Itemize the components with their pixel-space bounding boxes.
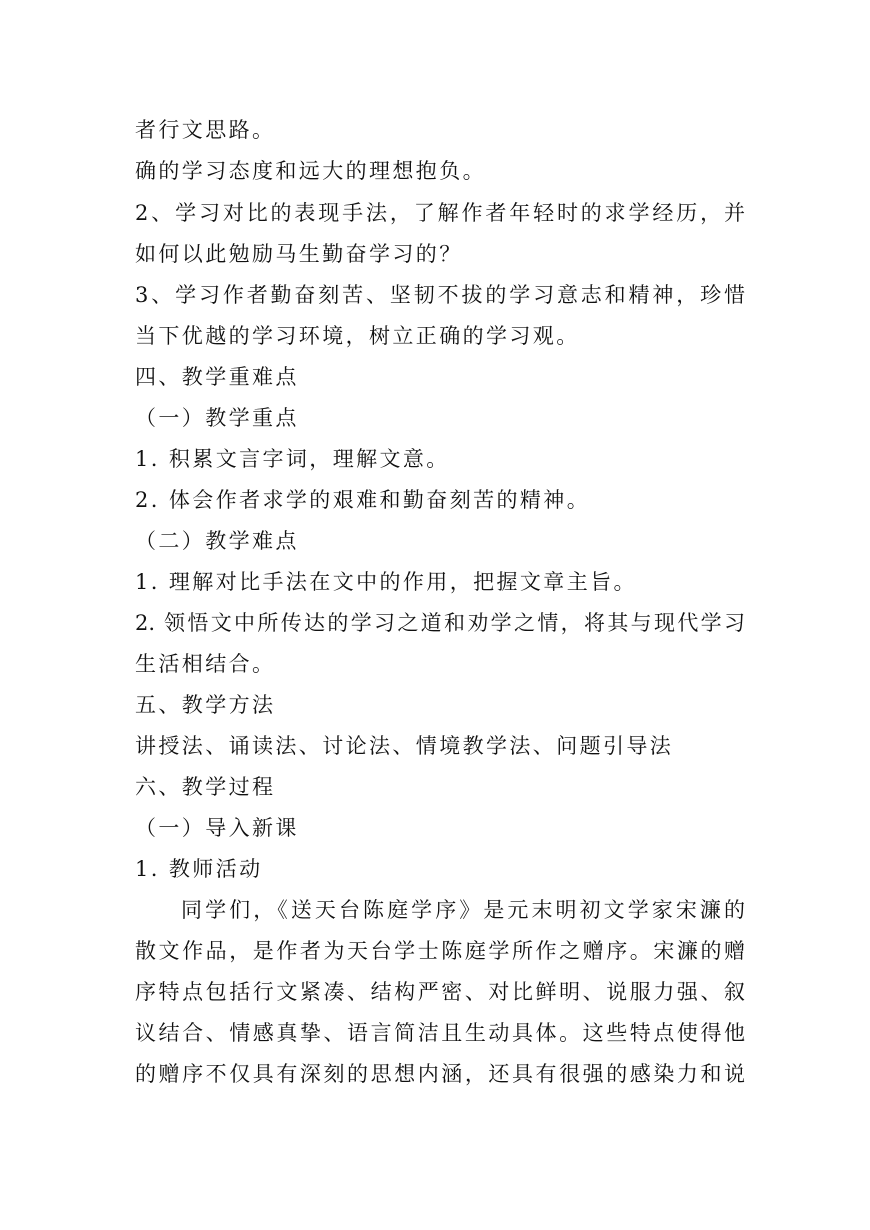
text-line: 1. 教师活动 [135,857,263,881]
subsection-heading: （二）教学难点 [135,529,299,553]
subsection-heading: （一）教学重点 [135,406,299,430]
subsection-heading: （一）导入新课 [135,816,299,840]
section-heading: 六、教学过程 [135,775,276,799]
text-line: 2、学习对比的表现手法，了解作者年轻时的求学经历，并 [135,201,745,225]
text-line: 者行文思路。 [135,118,276,142]
paragraph-line: 的赠序不仅具有深刻的思想内涵，还具有很强的感染力和说 [135,1062,745,1086]
text-line: 讲授法、诵读法、讨论法、情境教学法、问题引导法 [135,734,674,758]
paragraph-line: 散文作品，是作者为天台学士陈庭学所作之赠序。宋濂的赠 [135,939,745,963]
text-line: 生活相结合。 [135,652,276,676]
text-line: 1. 理解对比手法在文中的作用，把握文章主旨。 [135,570,637,594]
text-line: 1. 积累文言字词，理解文意。 [135,447,450,471]
text-line: 如何以此勉励马生勤奋学习的？ [135,242,463,266]
text-line: 2. 体会作者求学的艰难和勤奋刻苦的精神。 [135,488,591,512]
text-line: 当下优越的学习环境，树立正确的学习观。 [135,324,580,348]
paragraph-line: 序特点包括行文紧凑、结构严密、对比鲜明、说服力强、叙 [135,980,745,1004]
section-heading: 五、教学方法 [135,693,276,717]
text-line: 2. 领悟文中所传达的学习之道和劝学之情，将其与现代学习 [135,611,745,635]
section-heading: 四、教学重难点 [135,365,299,389]
paragraph-line: 同学们，《送天台陈庭学序》是元末明初文学家宋濂的 [181,898,745,922]
text-line: 3、学习作者勤奋刻苦、坚韧不拔的学习意志和精神，珍惜 [135,283,745,307]
text-line: 确的学习态度和远大的理想抱负。 [135,159,486,183]
paragraph-line: 议结合、情感真挚、语言简洁且生动具体。这些特点使得他 [135,1021,745,1045]
